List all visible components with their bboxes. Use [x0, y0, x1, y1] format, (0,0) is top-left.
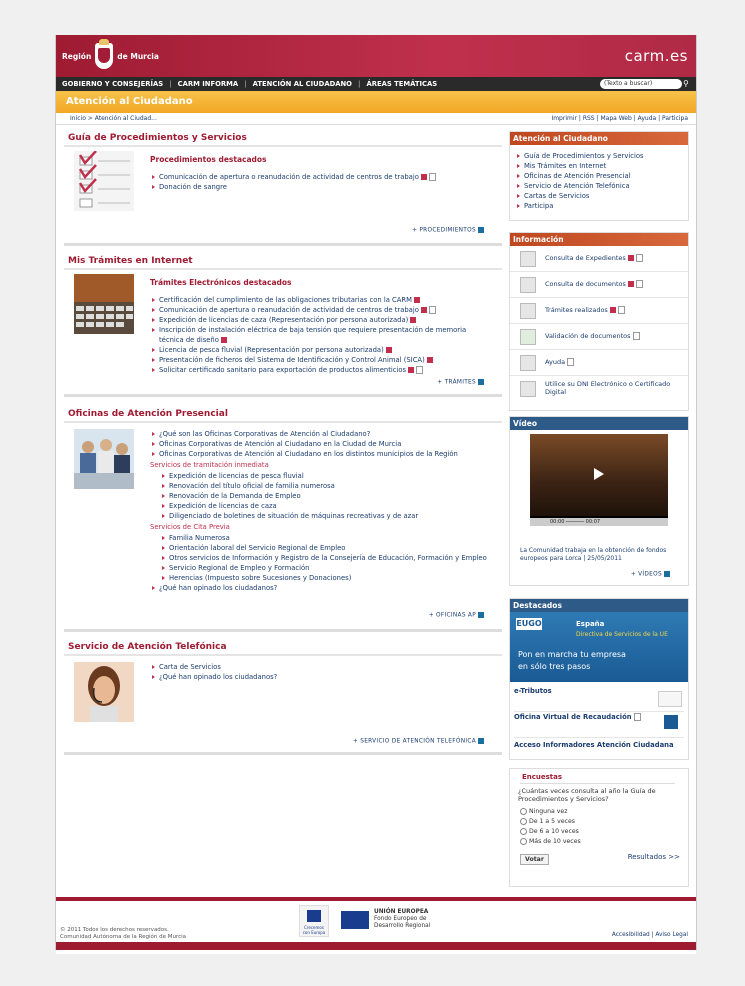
- document-icon[interactable]: [429, 173, 436, 181]
- link-ayuda[interactable]: Ayuda: [637, 115, 657, 122]
- more-videos-link[interactable]: + VÍDEOS: [631, 571, 670, 578]
- nav-carm-informa[interactable]: CARM INFORMA: [177, 80, 239, 88]
- guia-subtitle: Procedimientos destacados: [150, 155, 267, 164]
- arrow-icon: [664, 571, 670, 577]
- link-participa[interactable]: Participa: [662, 115, 688, 122]
- list-item[interactable]: Carta de Servicios: [150, 662, 486, 672]
- tramitacion-list: [150, 471, 496, 521]
- document-icon: [416, 366, 423, 374]
- guia-section: [64, 131, 502, 246]
- video-caption[interactable]: La Comunidad trabaja en la obtención de fondos europeos para Lorca | 25/05/2011: [520, 547, 667, 562]
- oficinas-section: [64, 407, 502, 632]
- poll-option[interactable]: De 6 a 10 veces: [520, 827, 581, 837]
- link-imprimir[interactable]: Imprimir: [551, 115, 577, 122]
- footer-owner: Comunidad Autónoma de la Región de Murcia: [60, 934, 187, 940]
- sidebar-atencion: [509, 131, 689, 221]
- radio-icon: [520, 818, 527, 825]
- eugo-banner[interactable]: [510, 612, 688, 682]
- footer-bar: [56, 942, 696, 950]
- info-dni[interactable]: Utilice su DNI Electrónico o Certificado Digital: [510, 376, 688, 401]
- breadcrumb-home[interactable]: Inicio: [70, 115, 86, 122]
- more-tramites-link[interactable]: + TRÁMITES: [437, 379, 484, 386]
- window-icon: [634, 713, 641, 721]
- recaudacion-logo: [664, 715, 678, 729]
- keyboard-image: [74, 274, 134, 334]
- carm-brand[interactable]: carm.es: [624, 47, 688, 65]
- list-item[interactable]: ¿Qué han opinado los ciudadanos?: [150, 672, 486, 682]
- nav-separator: |: [244, 80, 247, 88]
- list-item[interactable]: Renovación de la Demanda de Empleo: [160, 491, 496, 501]
- poll-option[interactable]: Más de 10 veces: [520, 837, 581, 847]
- eu-flag-icon: [341, 911, 369, 929]
- poll-box: [509, 768, 689, 887]
- crest-icon: [95, 43, 113, 69]
- arrow-icon: [478, 227, 484, 233]
- video-player[interactable]: [530, 434, 668, 526]
- sidebar-atencion-list: [510, 145, 688, 211]
- eugo-line2: en sólo tres pasos: [518, 662, 591, 671]
- document-icon: [429, 306, 436, 314]
- list-item[interactable]: ¿Qué son las Oficinas Corporativas de Atención al Ciudadano?: [150, 429, 496, 439]
- info-expedientes[interactable]: Consulta de Expedientes: [510, 246, 688, 272]
- arrow-icon: [478, 738, 484, 744]
- pdf-icon[interactable]: [421, 174, 427, 180]
- video-controls[interactable]: 00:00 ────── 00:07: [530, 518, 668, 526]
- list-item[interactable]: Orientación laboral del Servicio Regional de Empleo: [160, 543, 496, 553]
- list-item[interactable]: Familia Numerosa: [160, 533, 496, 543]
- list-item[interactable]: Expedición de licencias de caza: [160, 501, 496, 511]
- pdf-icon: [386, 347, 392, 353]
- etributos-logo: [658, 691, 682, 707]
- operator-image: [74, 662, 134, 722]
- nav-gobierno[interactable]: GOBIERNO Y CONSEJERÍAS: [62, 80, 164, 88]
- pdf-icon: [221, 337, 227, 343]
- list-item[interactable]: Inscripción de instalación eléctrica de baja tensión que requiere presentación de memoria técnica de diseño: [150, 325, 486, 345]
- sidebar-destacados-title: Destacados: [510, 599, 688, 612]
- play-icon[interactable]: [594, 468, 604, 480]
- checkmark-icon: [520, 329, 536, 345]
- pdf-icon: [610, 307, 616, 313]
- info-documentos[interactable]: Consulta de documentos: [510, 272, 688, 298]
- document-search-icon: [520, 277, 536, 293]
- group-heading-cita-previa: Servicios de Cita Previa: [150, 523, 230, 531]
- window-icon: [618, 306, 625, 314]
- sidebar-item-telefonica[interactable]: Servicio de Atención Telefónica: [516, 181, 688, 191]
- pdf-icon: [628, 255, 634, 261]
- poll-title: Encuestas: [522, 773, 563, 781]
- help-icon: [520, 355, 536, 371]
- window-icon: [636, 254, 643, 262]
- office-people-image: [74, 429, 134, 489]
- more-oficinas-link[interactable]: + OFICINAS AP: [429, 612, 484, 619]
- poll-question: ¿Cuántas veces consulta al año la Guía de Procedimientos y Servicios?: [518, 787, 656, 803]
- oficinas-list: [150, 429, 496, 459]
- oficinas-title[interactable]: Oficinas de Atención Presencial: [68, 409, 228, 419]
- eu-text: UNIÓN EUROPEA Fondo Europeo de Desarrollo Regional: [374, 909, 431, 929]
- list-item[interactable]: Licencia de pesca fluvial (Representación por persona autorizada): [150, 345, 486, 355]
- breadcrumb-current[interactable]: Atención al Ciudad...: [94, 115, 157, 122]
- list-item[interactable]: Comunicación de apertura o reanudación de actividad de centros de trabajo: [150, 305, 486, 315]
- sidebar-video: [509, 416, 689, 586]
- search-icon[interactable]: ⚲: [683, 79, 689, 88]
- list-item[interactable]: Donación de sangre: [150, 182, 486, 192]
- list-item[interactable]: Oficinas Corporativas de Atención al Ciudadano en los distintos municipios de la Región: [150, 449, 496, 459]
- cita-previa-list: [150, 533, 496, 583]
- eugo-country: España: [576, 620, 605, 628]
- site-header: [56, 35, 696, 77]
- sidebar-informacion: [509, 232, 689, 411]
- destacado-oficina-virtual[interactable]: Oficina Virtual de Recaudación: [514, 713, 684, 738]
- list-item[interactable]: Diligenciado de boletines de situación de máquinas recreativas y de azar: [160, 511, 496, 521]
- region-logo[interactable]: [62, 41, 159, 71]
- guia-title[interactable]: Guía de Procedimientos y Servicios: [68, 133, 247, 143]
- destacado-etributos[interactable]: e-Tributos: [514, 687, 684, 712]
- checklist-image: [74, 151, 134, 211]
- title-bar: [56, 91, 696, 113]
- nav-areas[interactable]: ÁREAS TEMÁTICAS: [366, 80, 438, 88]
- list-item[interactable]: Solicitar certificado sanitario para exportación de productos alimenticios: [150, 365, 486, 375]
- tramites-section: [64, 254, 502, 397]
- sidebar-item-oficinas[interactable]: Oficinas de Atención Presencial: [516, 171, 688, 181]
- footer-copyright: © 2011 Todos los derechos reservados.: [60, 927, 169, 933]
- poll-options: [520, 807, 581, 847]
- crecemos-logo[interactable]: Crecemos con Europa: [299, 905, 329, 937]
- eugo-subtitle: Directiva de Servicios de la UE: [576, 631, 668, 638]
- sidebar-item-guia[interactable]: Guía de Procedimientos y Servicios: [516, 151, 688, 161]
- destacado-acceso-informadores[interactable]: Acceso Informadores Atención Ciudadana: [514, 741, 674, 749]
- logo-text-right: de Murcia: [117, 51, 159, 61]
- link-mapa-web[interactable]: Mapa Web: [600, 115, 632, 122]
- sidebar-item-tramites[interactable]: Mis Trámites en Internet: [516, 161, 688, 171]
- list-item[interactable]: Certificación del cumplimiento de las obligaciones tributarias con la CARM: [150, 295, 486, 305]
- radio-icon: [520, 828, 527, 835]
- link-aviso-legal[interactable]: Aviso Legal: [655, 932, 688, 938]
- list-item[interactable]: Comunicación de apertura o reanudación de actividad de centros de trabajo: [150, 172, 486, 182]
- list-item[interactable]: Renovación del título oficial de familia numerosa: [160, 481, 496, 491]
- nav-separator: |: [357, 80, 361, 88]
- tramites-subtitle: Trámites Electrónicos destacados: [150, 278, 292, 287]
- magnifier-icon: [520, 251, 536, 267]
- link-rss[interactable]: RSS: [582, 115, 595, 122]
- breadcrumb: Inicio > Atención al Ciudad... Imprimir | RSS | Mapa Web | Ayuda | Participa: [56, 113, 696, 125]
- telefonica-title[interactable]: Servicio de Atención Telefónica: [68, 642, 227, 652]
- search-input[interactable]: (Texto a buscar): [600, 79, 682, 89]
- window-icon: [567, 358, 574, 366]
- page-title: Atención al Ciudadano: [66, 96, 193, 107]
- pdf-icon: [408, 367, 414, 373]
- nav-atencion[interactable]: ATENCIÓN AL CIUDADANO: [252, 80, 352, 88]
- tramites-list: [150, 295, 486, 375]
- link-accesibilidad[interactable]: Accesibilidad: [611, 932, 650, 938]
- telefonica-list: [150, 662, 486, 682]
- list-item[interactable]: Servicio Regional de Empleo y Formación: [160, 563, 496, 573]
- more-telefonica-link[interactable]: + SERVICIO DE ATENCIÓN TELEFÓNICA: [353, 738, 484, 745]
- arrow-icon: [478, 379, 484, 385]
- sidebar-video-title: Vídeo: [510, 417, 688, 430]
- list-item[interactable]: ¿Qué han opinado los ciudadanos?: [150, 583, 496, 593]
- poll-option[interactable]: Ninguna vez: [520, 807, 581, 817]
- sidebar-destacados: [509, 598, 689, 760]
- pdf-icon: [427, 357, 433, 363]
- window-icon: [636, 280, 643, 288]
- page: [55, 35, 697, 950]
- more-procedimientos-link[interactable]: + PROCEDIMIENTOS: [412, 227, 484, 234]
- group-heading-tramitacion: Servicios de tramitación inmediata: [150, 461, 269, 469]
- eugo-line1: Pon en marcha tu empresa: [518, 650, 626, 659]
- eugo-logo: EUGO: [516, 619, 542, 628]
- pdf-icon: [421, 307, 427, 313]
- list-search-icon: [520, 303, 536, 319]
- pdf-icon: [628, 281, 634, 287]
- guia-list: [150, 172, 486, 192]
- pdf-icon: [410, 317, 416, 323]
- results-link[interactable]: Resultados >>: [627, 853, 680, 861]
- telefonica-section: [64, 640, 502, 755]
- nav-separator: |: [169, 80, 172, 88]
- sidebar-item-participa[interactable]: Participa: [516, 201, 688, 211]
- vote-button[interactable]: Votar: [520, 854, 549, 865]
- tramites-title[interactable]: Mis Trámites en Internet: [68, 256, 193, 266]
- list-item[interactable]: Otros servicios de Información y Registro de la Consejería de Educación, Formación y Empleo: [160, 553, 496, 563]
- list-item[interactable]: Expedición de licencias de caza (Representación por persona autorizada): [150, 315, 486, 325]
- pdf-icon: [414, 297, 420, 303]
- sidebar-atencion-title: Atención al Ciudadano: [510, 132, 688, 145]
- list-item[interactable]: Oficinas Corporativas de Atención al Ciudadano en la Ciudad de Murcia: [150, 439, 496, 449]
- info-validacion[interactable]: Validación de documentos: [510, 324, 688, 350]
- sidebar-info-title: Información: [510, 233, 688, 246]
- window-icon: [633, 332, 640, 340]
- arrow-icon: [478, 612, 484, 618]
- radio-icon: [520, 838, 527, 845]
- poll-option[interactable]: De 1 a 5 veces: [520, 817, 581, 827]
- info-tramites-realizados[interactable]: Trámites realizados: [510, 298, 688, 324]
- lock-icon: [520, 381, 536, 397]
- sidebar-item-cartas[interactable]: Cartas de Servicios: [516, 191, 688, 201]
- utility-links: Imprimir | RSS | Mapa Web | Ayuda | Participa: [551, 115, 688, 122]
- footer-links: Accesibilidad | Aviso Legal: [611, 932, 688, 938]
- list-item[interactable]: Expedición de licencias de pesca fluvial: [160, 471, 496, 481]
- list-item[interactable]: Herencias (Impuesto sobre Sucesiones y Donaciones): [160, 573, 496, 583]
- logo-text-left: Región: [62, 51, 92, 61]
- radio-icon: [520, 808, 527, 815]
- oficinas-list-end: [150, 583, 496, 593]
- list-item[interactable]: Presentación de ficheros del Sistema de Identificación y Control Animal (SICA): [150, 355, 486, 365]
- info-ayuda[interactable]: Ayuda: [510, 350, 688, 376]
